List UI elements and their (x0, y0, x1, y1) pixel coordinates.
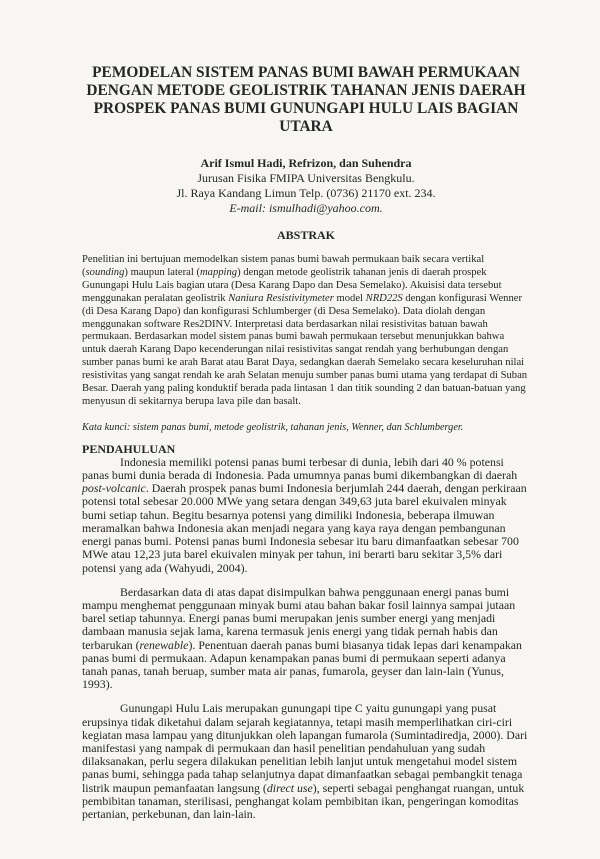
body-paragraph-1 (82, 456, 530, 575)
p3-term: direct use (266, 780, 313, 795)
p1-term: post-volcanic (82, 481, 146, 496)
author-affiliation: Jurusan Fisika FMIPA Universitas Bengkulu. (197, 171, 415, 185)
abstract-text-5: dengan konfigurasi Wenner (di Desa Karang Dapo) dan konfigurasi Schlumberger (di Desa Semelako). Data diolah dengan menggunakan software Res2DINV. Interpretasi data berdasarkan nilai resistivitas batuan bawah permukaan. Berdasarkan model sistem panas bumi bawah permukaan tersebut menunjukkan bahwa untuk daerah Karang Dapo kecenderungan nilai resistivitas sangat rendah yang berhubungan dengan sumber panas bumi ke arah Barat atau Barat Daya, sedangkan daerah Semelako secara keseluruhan nilai resistivitas yang sangat rendah ke arah Selatan menuju sumber panas bumi utama yang terdapat di Suban Besar. Daerah yang paling konduktif berada pada lintasan 1 dan titik sounding 2 dan batuan-batuan yang menyusun di sekitarnya berupa lava pile dan basalt. (82, 292, 528, 407)
author-block (82, 156, 530, 216)
section-heading: PENDAHULUAN (82, 441, 176, 456)
paper-title: PEMODELAN SISTEM PANAS BUMI BAWAH PERMUKAAN DENGAN METODE GEOLISTRIK TAHANAN JENIS DAERAH PROSPEK PANAS BUMI GUNUNGAPI HULU LAIS BAGIAN UTARA (86, 64, 526, 135)
author-address: Jl. Raya Kandang Limun Telp. (0736) 21170 ext. 234. (176, 186, 436, 200)
abstract-term-mapping: mapping (200, 266, 238, 278)
p2-term: renewable (139, 637, 189, 652)
author-names: Arif Ismul Hadi, Refrizon, dan Suhendra (200, 156, 412, 170)
p1-text-a: Indonesia memiliki potensi panas bumi terbesar di dunia, lebih dari 40 % potensi panas bumi dunia berada di Indonesia. Pada umumnya panas bumi dikembangkan di daerah (82, 454, 518, 483)
section-body (82, 456, 530, 821)
author-email: E-mail: ismulhadi@yahoo.com. (229, 201, 383, 215)
keywords-line (82, 421, 530, 434)
abstract-body (82, 254, 530, 409)
abstract-text-3: ) dengan metode geolistrik tahanan jenis di daerah prospek Gunungapi Hulu Lais bagian utara (Desa Karang Dapo dan Desa Semelako). Akuisisi data tersebut menggunakan peralatan geolistrik (82, 266, 502, 304)
p3-text-a: Gunungapi Hulu Lais merupakan gunungapi tipe C yaitu gunungapi yang pusat erupsinya tidak diketahui dalam sejarah kegiatannya, tetapi masih memperlihatkan ciri-ciri kegiatan masa lampau yang ditunjukkan oleh lapangan fumarola (Sumintadiredja, 2000). Dari manifestasi yang nampak di permukaan dan hasil penelitian pendahuluan yang sudah dilaksanakan, perlu segera dilakukan penelitian lebih lanjut untuk mengetahui model sistem panas bumi, sehingga pada tahap selanjutnya dapat dimanfaatkan sebagai pembangkit tenaga listrik maupun pemanfaatan langsung ( (82, 701, 528, 795)
body-paragraph-2 (82, 586, 530, 692)
body-paragraph-3 (82, 702, 530, 821)
abstract-paragraph (82, 254, 530, 409)
abstract-text-4: model (333, 292, 366, 304)
abstract-text-1: Penelitian ini bertujuan memodelkan sistem panas bumi bawah permukaan baik secara vertikal ( (82, 254, 485, 278)
abstract-term-sounding: sounding (85, 266, 125, 278)
p1-text-b: . Daerah prospek panas bumi Indonesia berjumlah 244 daerah, dengan perkiraan potensi total sebesar 20.000 MWe yang setara dengan 349,63 juta barel ekuivalen minyak bumi setiap tahun. Begitu besarnya potensi yang dimiliki Indonesia, beberapa ilmuwan meramalkan bahwa Indonesia akan menjadi negara yang kaya raya dengan pembangunan energi panas bumi. Potensi panas bumi Indonesia sebesar itu baru dimanfaatkan sebesar 700 MWe atau 12,23 juta barel ekuivalen minyak per tahun, ini berarti baru sekitar 3,5% dari potensi yang ada (Wahyudi, 2004). (82, 481, 527, 575)
abstract-heading: ABSTRAK (276, 228, 335, 242)
keywords-value: sistem panas bumi, metode geolistrik, tahanan jenis, Wenner, dan Schlumberger. (132, 421, 464, 433)
p2-text-b: ). Penentuan daerah panas bumi biasanya tidak lepas dari kenampakan panas bumi di permukaan. Adapun kenampakan panas bumi di permukaan seperti adanya tanah panas, tanah beruap, sumber mata air panas, fumarola, geyser dan lain-lain (Yunus, 1993). (82, 637, 522, 692)
abstract-term-instrument: Naniura Resistivitymeter (228, 292, 334, 304)
abstract-term-model: NRD22S (365, 292, 403, 304)
keywords-label: Kata kunci: (82, 421, 131, 433)
abstract-text-2: ) maupun lateral ( (124, 266, 200, 278)
p3-text-b: ), seperti sebagai penghangat ruangan, untuk pembibitan tanaman, sterilisasi, penghangat kolam pembibitan ikan, pengeringan komoditas pertanian, perkebunan, dan lain-lain. (82, 780, 525, 821)
p2-text-a: Berdasarkan data di atas dapat disimpulkan bahwa penggunaan energi panas bumi mampu menghemat penggunaan minyak bumi atau bahan bakar fosil lainnya sampai jutaan barel setiap tahunnya. Energi panas bumi merupakan jenis sumber energi yang menjadi dambaan manusia sejak lama, karena termasuk jenis energi yang tidak pernah habis dan terbarukan ( (82, 584, 516, 652)
